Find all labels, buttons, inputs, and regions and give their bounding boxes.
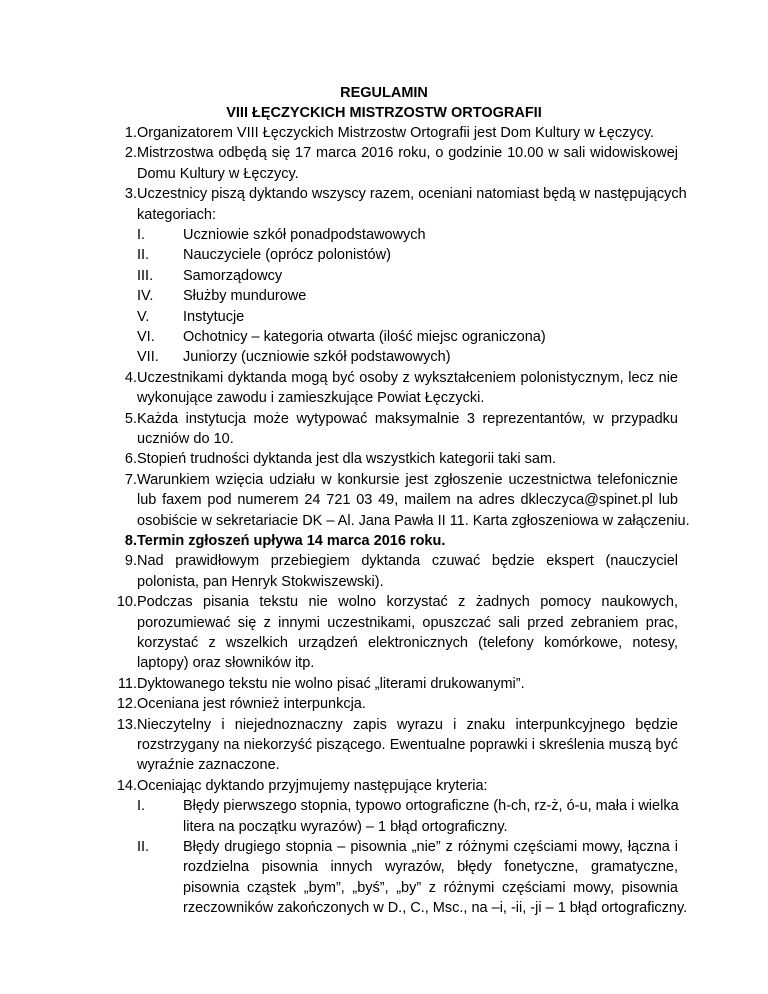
category-number: VI. <box>137 329 155 345</box>
item-text: Nieczytelny i niejednoznaczny zapis wyrazu i znaku interpunkcyjnego będzie <box>137 716 678 733</box>
criterion-text: pisownia cząstek „bym”, „byś”, „by” z różnymi częściami mowy, pisownia <box>183 879 678 896</box>
item-text: Oceniając dyktando przyjmujemy następujące kryteria: <box>137 777 488 794</box>
criterion-text: Błędy pierwszego stopnia, typowo ortograficzne (h-ch, rz-ż, ó-u, mała i wielka <box>183 798 679 815</box>
criterion-number: II. <box>137 839 150 855</box>
item-text: lub faxem pod numerem 24 721 03 49, mailem na adres dkleczyca@spinet.pl lub <box>137 492 678 509</box>
item-text: Uczestnicy piszą dyktando wszyscy razem, oceniani natomiast będą w następujących <box>137 186 687 203</box>
item-number: 3. <box>124 186 137 203</box>
category-number: IV. <box>137 288 154 305</box>
document-title: REGULAMIN <box>340 85 428 101</box>
item-text: rozstrzygany na niekorzyść piszącego. Ewentualne poprawki i skreślenia muszą być <box>137 737 678 753</box>
item-number: 8. <box>124 533 137 549</box>
item-number: 12. <box>116 696 137 713</box>
category-text: Instytucje <box>183 308 245 325</box>
item-number: 2. <box>124 145 137 162</box>
item-text: kategoriach: <box>137 206 216 223</box>
item-number: 9. <box>124 553 137 570</box>
item-number: 4. <box>124 369 137 386</box>
criterion-text: rozdzielna pisownia innych wyrazów, błędy fonetyczne, gramatyczne, <box>183 859 678 876</box>
item-text: osobiście w sekretariacie DK – Al. Jana Pawła II 11. Karta zgłoszeniowa w załączeniu. <box>137 512 690 529</box>
category-number: I. <box>137 227 146 243</box>
item-text: wyraźnie zaznaczone. <box>137 757 280 774</box>
category-text: Służby mundurowe <box>183 288 307 305</box>
item-text: Każda instytucja może wytypować maksymalnie 3 reprezentantów, w przypadku <box>137 410 678 427</box>
item-number: 14. <box>116 777 137 794</box>
item-text: Podczas pisania tekstu nie wolno korzystać z żadnych pomocy naukowych, <box>137 594 678 611</box>
item-text: laptopy) oraz słowników itp. <box>137 655 315 672</box>
criterion-text: rzeczowników zakończonych w D., C., Msc., na –i, -ii, -ji – 1 błąd ortograficzny. <box>183 900 688 917</box>
item-text: Termin zgłoszeń upływa 14 marca 2016 roku. <box>137 533 446 549</box>
item-text: Oceniana jest również interpunkcja. <box>137 696 366 713</box>
item-number: 6. <box>124 451 137 468</box>
item-number: 11. <box>117 675 137 692</box>
item-text: Uczestnikami dyktanda mogą być osoby z wykształceniem polonistycznym, lecz nie <box>137 369 678 386</box>
item-text: Warunkiem wzięcia udziału w konkursie jest zgłoszenie uczestnictwa telefonicznie <box>137 471 678 488</box>
item-text: polonista, pan Henryk Stokwiszewski). <box>137 573 384 590</box>
category-number: V. <box>137 308 150 325</box>
item-text: Organizatorem VIII Łęczyckich Mistrzostw Ortografii jest Dom Kultury w Łęczycy. <box>137 125 655 141</box>
item-text: wykonujące zawodu i zamieszkujące Powiat Łęczycki. <box>137 390 485 407</box>
document-subtitle: VIII ŁĘCZYCKICH MISTRZOSTW ORTOGRAFII <box>226 105 542 121</box>
category-text: Ochotnicy – kategoria otwarta (ilość miejsc ograniczona) <box>183 329 546 345</box>
category-text: Samorządowcy <box>183 267 283 284</box>
criterion-text: Błędy drugiego stopnia – pisownia „nie” z różnymi częściami mowy, łączna i <box>183 839 678 855</box>
category-number: II. <box>137 247 150 264</box>
category-text: Nauczyciele (oprócz polonistów) <box>183 247 391 264</box>
category-number: VII. <box>137 349 159 366</box>
item-number: 1. <box>124 125 137 141</box>
criterion-text: litera na początku wyrazów) – 1 błąd ortograficzny. <box>183 818 508 835</box>
category-number: III. <box>137 267 154 284</box>
category-text: Uczniowie szkół ponadpodstawowych <box>183 227 426 243</box>
category-text: Juniorzy (uczniowie szkół podstawowych) <box>183 349 451 366</box>
item-text: Dyktowanego tekstu nie wolno pisać „literami drukowanymi”. <box>137 675 525 692</box>
item-text: Mistrzostwa odbędą się 17 marca 2016 roku, o godzinie 10.00 w sali widowiskowej <box>137 145 678 162</box>
item-text: Stopień trudności dyktanda jest dla wszystkich kategorii taki sam. <box>137 451 557 468</box>
item-text: Domu Kultury w Łęczycy. <box>137 165 299 182</box>
item-number: 5. <box>124 410 137 427</box>
item-number: 7. <box>124 471 137 488</box>
item-number: 13. <box>116 716 137 733</box>
item-text: korzystać z wszelkich urządzeń elektronicznych (telefony komórkowe, notesy, <box>137 635 678 651</box>
item-number: 10. <box>116 594 137 611</box>
item-text: porozumiewać się z innymi uczestnikami, opuszczać sali przed zebraniem prac, <box>137 614 678 631</box>
item-text: uczniów do 10. <box>137 431 234 447</box>
item-text: Nad prawidłowym przebiegiem dyktanda czuwać będzie ekspert (nauczyciel <box>137 553 678 570</box>
criterion-number: I. <box>137 798 146 815</box>
